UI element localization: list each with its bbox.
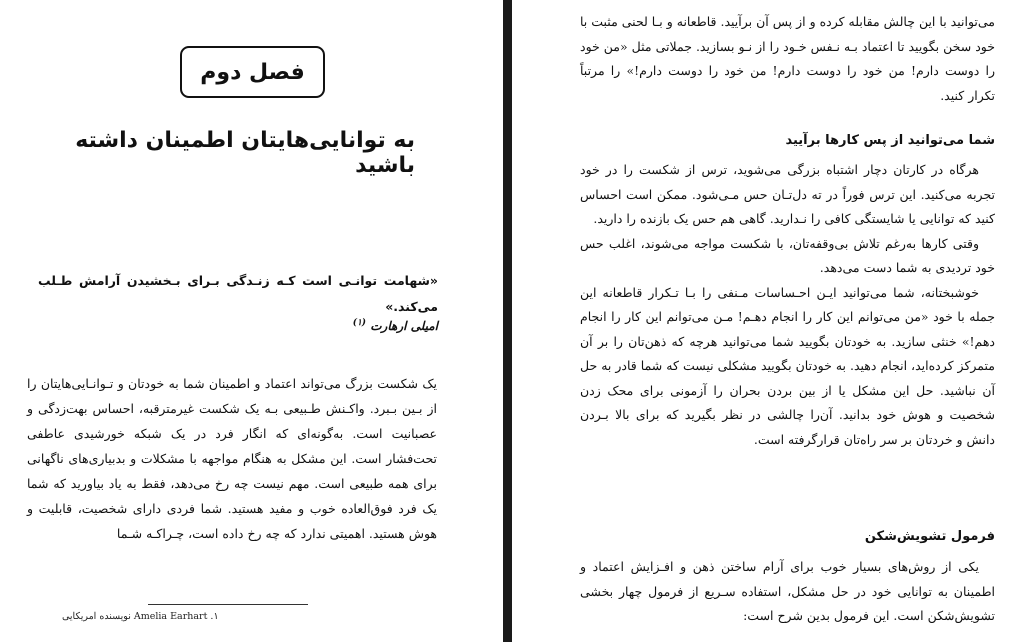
author-footnote-marker: (۱) — [352, 318, 367, 328]
right-section-2 — [580, 529, 995, 544]
right-section-2-body — [580, 555, 995, 629]
right-paragraph-2: هرگاه در کارتان دچار اشتباه بزرگی می‌شوید، ترس از شکست را در خود تجربه می‌کنید. این ترس فوراً در ته دل‌تـان حس مـی‌شود. ممکن است احساس کنید که توانایی یا شایستگی کافی را نـدارید. گاهی هم حس یک بازنده را دارید. — [580, 162, 995, 226]
book-gutter — [503, 0, 512, 642]
right-paragraph-3: وقتی کارها به‌رغم تلاش بی‌وقفه‌تان، با شکست مواجه می‌شوند، اغلب حس خود تردیدی به شما دست می‌دهد. — [580, 235, 995, 275]
right-section-intro — [580, 10, 995, 108]
chapter-title: به توانایی‌هایتان اطمینان داشته باشید — [75, 128, 415, 178]
section-heading-1: شما می‌توانید از پس کارها برآیید — [785, 133, 995, 148]
epigraph-quote: «شهامت توانـی است کـه زنـدگی بـرای بـخشیدن آرامش طـلب می‌کند.» — [38, 273, 438, 314]
right-paragraph-4: خوشبختانه، شما می‌توانید ایـن احـساسات مـنفی را بـا تـکرار قاطعانه این جمله با خود «من می‌توانم این کار را انجام دهـم! مـن می‌توانم این کار را انجام دهم!» خنثی سازید. به خودتان بگویید شما می‌توانید هرچه که ذهن‌تان را بر آن متمرکز کرده‌اید، انجام دهید. به خودتان بگویید مشکلی نیست که شما قادر به حل آن نباشید. حل این مشکل یا از بین بردن بحران را آزمونی برای محک زدن شخصیت و هوش خود بدانید. آن‌را چالشی در نظر بگیرید که برای بالا بـردن دانش و خردتان بر سر راه‌تان قرارگرفته است. — [580, 284, 995, 447]
section-heading-2: فرمول تشویش‌شکن — [864, 529, 995, 544]
right-paragraph-5: یکی از روش‌های بسیار خوب برای آرام ساختن ذهن و افـزایش اعتماد و اطمینان به توانایی خود در حل مشکل، استفاده سـریع از فرمول چهار بخشی تشویش‌شکن است. این فرمول بدین شرح است: — [580, 559, 995, 623]
footnote: ۱. Amelia Earhart نویسنده امریکایی — [62, 611, 219, 622]
chapter-label: فصل دوم — [200, 59, 305, 85]
right-page — [512, 0, 1012, 642]
chapter-label-box — [180, 46, 325, 98]
left-page — [0, 0, 503, 642]
right-paragraph-1: می‌توانید با این چالش مقابله کرده و از پس آن برآیید. قاطعانه و بـا لحنی مثبت با خود سخن بگویید تا اعتماد بـه نـفس خـود را از نـو بسازید. جملاتی مثل «من خود را دوست دارم! من خود را دوست دارم! من خود را دوست دارم!» را مرتباً تکرار کنید. — [580, 14, 995, 103]
left-body-text: یک شکست بزرگ می‌تواند اعتماد و اطمینان شما به خودتان و تـوانـایی‌هایتان را از بـین بـبرد. واکـنش طـبیعی بـه یک شکست غیرمترقبه، احساس بهت‌زدگی و عصبانیت است. به‌گونه‌ای که انگار فرد در یک شبکه خورشیدی عاطفی تحت‌فشار است. این مشکل به هنگام مواجهه با مشکلات و بدبیاری‌های ناگهانی برای همه طبیعی است. مهم نیست چه رخ می‌دهد، فقط به یاد بیاورید که شما یک فرد فوق‌العاده خوب و مفید هستید. شما فردی دارای شخصیت، قابلیت و هوش هستید. اهمیتی ندارد که چه رخ داده است، چـراکـه شـما — [27, 376, 437, 541]
author-name: امیلی ارهارت — [370, 319, 438, 333]
epigraph-author — [238, 318, 438, 333]
right-section-1 — [580, 133, 995, 148]
right-section-1-body — [580, 158, 995, 452]
footnote-divider — [148, 604, 308, 605]
